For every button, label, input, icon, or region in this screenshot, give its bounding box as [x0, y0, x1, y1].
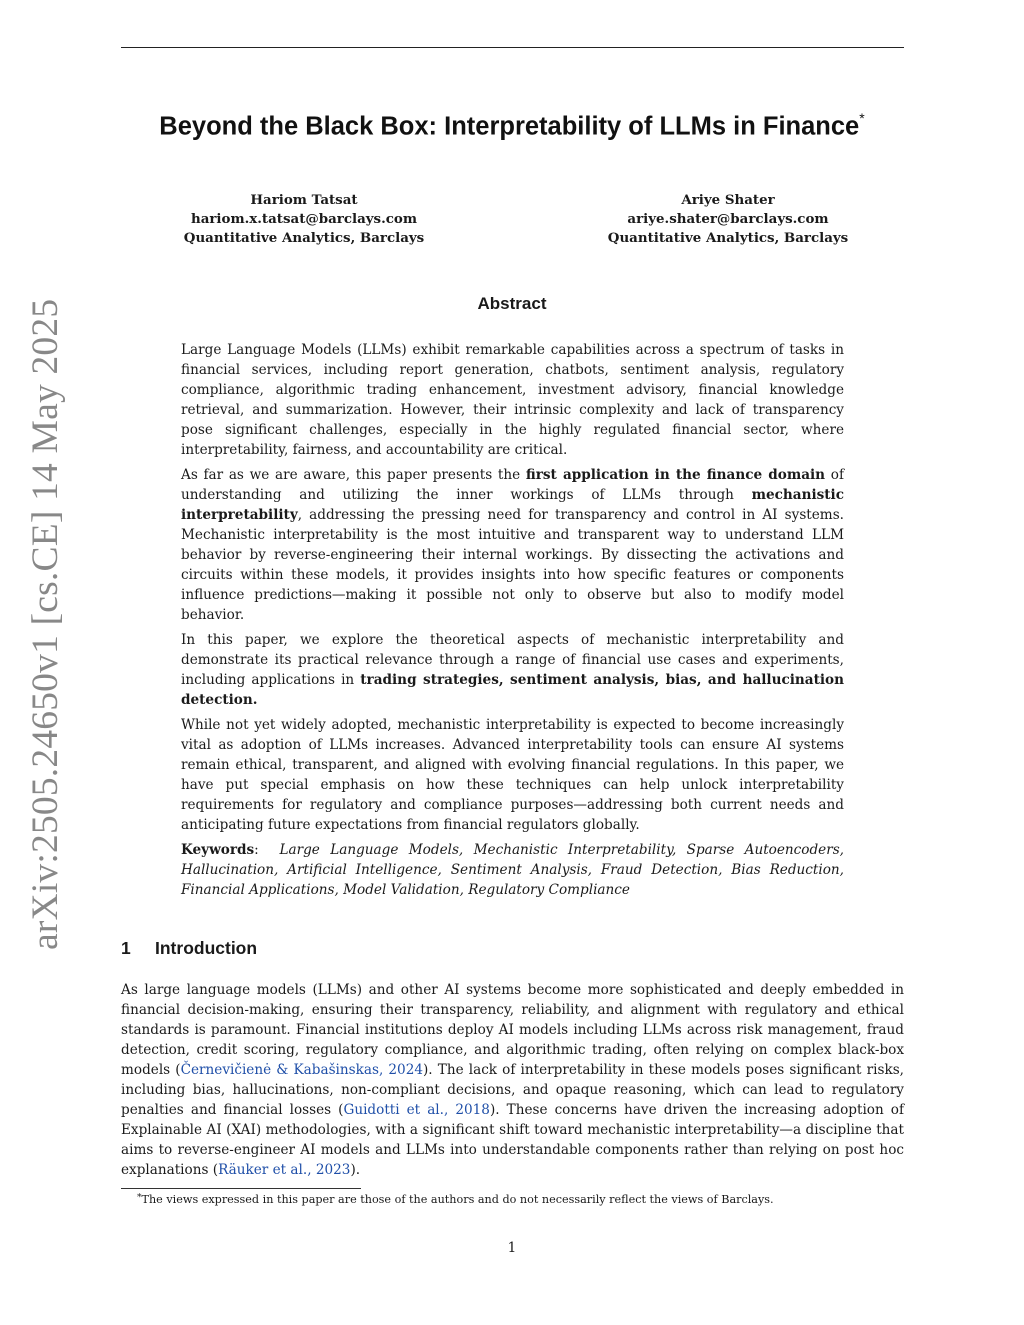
text-run: In this paper, we explore the theoretical aspects of mechanistic interpretability and demonstrate its practical relevance through a range of financial use cases and experiments, including applications in — [181, 632, 844, 688]
citation-link[interactable]: Černevičienė & Kabašinskas, 2024 — [180, 1062, 423, 1078]
author-email: hariom.x.tatsat@barclays.com — [190, 211, 418, 227]
keywords: Keywords: Large Language Models, Mechanistic Interpretability, Sparse Autoencoders, Hallucination, Artificial Intelligence, Sentiment Analysis, Fraud Detection, Bias Reduction, Financial Applications, Model Validation, Regulatory Compliance — [181, 842, 844, 898]
author-affiliation: Quantitative Analytics, Barclays — [607, 230, 849, 246]
section-heading — [121, 938, 257, 959]
author-affiliation: Quantitative Analytics, Barclays — [183, 230, 425, 246]
bold-run: mechanistic interpretability — [181, 487, 844, 523]
abstract-paragraph: Large Language Models (LLMs) exhibit remarkable capabilities across a spectrum of tasks in financial services, including report generation, chatbots, sentiment analysis, regulatory compliance, algorithmic trading enhancement, investment advisory, financial knowledge retrieval, and summarization. However, their intrinsic complexity and lack of transparency pose significant challenges, especially in the highly regulated financial sector, where interpretability, fairness, and accountability are critical. — [181, 342, 844, 458]
author-email: ariye.shater@barclays.com — [627, 211, 829, 227]
text-run: As large language models (LLMs) and other AI systems become more sophisticated and deeply embedded in financial decision-making, ensuring their transparency, reliability, and alignment with regulatory and ethical standards is paramount. Financial institutions deploy AI models including LLMs across risk management, fraud detection, credit scoring, regulatory compliance, and algorithmic trading, often relying on complex black-box models ( — [121, 982, 904, 1078]
page-number: 1 — [507, 1240, 517, 1256]
title-footnote-mark: * — [859, 110, 865, 126]
paper-title-text: Beyond the Black Box: Interpretability of LLMs in Finance — [159, 112, 860, 141]
footnote-mark: * — [137, 1193, 142, 1203]
text-run: , addressing the pressing need for transparency and control in AI systems. Mechanistic interpretability is the most intuitive and transparent way to understand LLM behavior by reverse-engineering their internal workings. By dissecting the activations and circuits within these models, it provides insights into how specific features or components influence predictions—making it possible not only to observe but also to modify model behavior. — [181, 507, 844, 623]
author-block — [134, 191, 474, 248]
footnote-text: The views expressed in this paper are those of the authors and do not necessarily reflect the views of Barclays. — [141, 1193, 774, 1206]
bold-run: first application in the finance domain — [525, 467, 826, 483]
abstract-paragraph — [181, 465, 844, 625]
abstract-paragraph — [181, 630, 844, 710]
author-name: Ariye Shater — [681, 192, 775, 208]
introduction-paragraph — [121, 980, 904, 1180]
abstract-paragraph: While not yet widely adopted, mechanistic interpretability is expected to become increasingly vital as adoption of LLMs increases. Advanced interpretability tools can ensure AI systems remain ethical, transparent, and aligned with evolving financial regulations. In this paper, we have put special emphasis on how these techniques can help unlock interpretability requirements for regulatory and compliance purposes—addressing both current needs and anticipating future expectations from financial regulators globally. — [181, 717, 844, 833]
arxiv-identifier: arXiv:2505.24650v1 [cs.CE] 14 May 2025 — [25, 298, 66, 950]
paper-title — [0, 112, 1024, 142]
keywords-list: Large Language Models, Mechanistic Interpretability, Sparse Autoencoders, Hallucination, Artificial Intelligence, Sentiment Analysis, Fraud Detection, Bias Reduction, Financial Applications, Model Validation, Regulatory Compliance — [181, 842, 844, 898]
text-run: ). — [350, 1162, 361, 1178]
text-run: ). The lack of interpretability in these models poses significant risks, including bias, hallucinations, non-compliant decisions, and opaque reasoning, which can lead to regulatory penalties and financial losses ( — [121, 1062, 904, 1118]
top-rule — [121, 47, 904, 48]
section-title: Introduction — [155, 938, 258, 958]
footnote — [121, 1192, 904, 1209]
citation-link[interactable]: Guidotti et al., 2018 — [343, 1102, 490, 1118]
text-run: As far as we are aware, this paper presents the — [181, 467, 526, 483]
author-name: Hariom Tatsat — [250, 192, 358, 208]
text-run: ). These concerns have driven the increasing adoption of Explainable AI (XAI) methodologies, with a significant shift toward mechanistic interpretability—a discipline that aims to reverse-engineer AI models and LLMs into understandable components rather than relying on post hoc explanations ( — [121, 1102, 904, 1178]
section-number: 1 — [121, 938, 131, 958]
bold-run: trading strategies, sentiment analysis, bias, and hallucination detection. — [181, 672, 845, 708]
abstract-body — [181, 340, 844, 905]
text-run: of understanding and utilizing the inner workings of LLMs through — [181, 467, 844, 503]
abstract-heading: Abstract — [477, 294, 547, 313]
author-block — [558, 191, 898, 248]
keywords-label: Keywords — [181, 842, 255, 858]
footnote-rule — [121, 1188, 361, 1189]
citation-link[interactable]: Räuker et al., 2023 — [218, 1162, 351, 1178]
